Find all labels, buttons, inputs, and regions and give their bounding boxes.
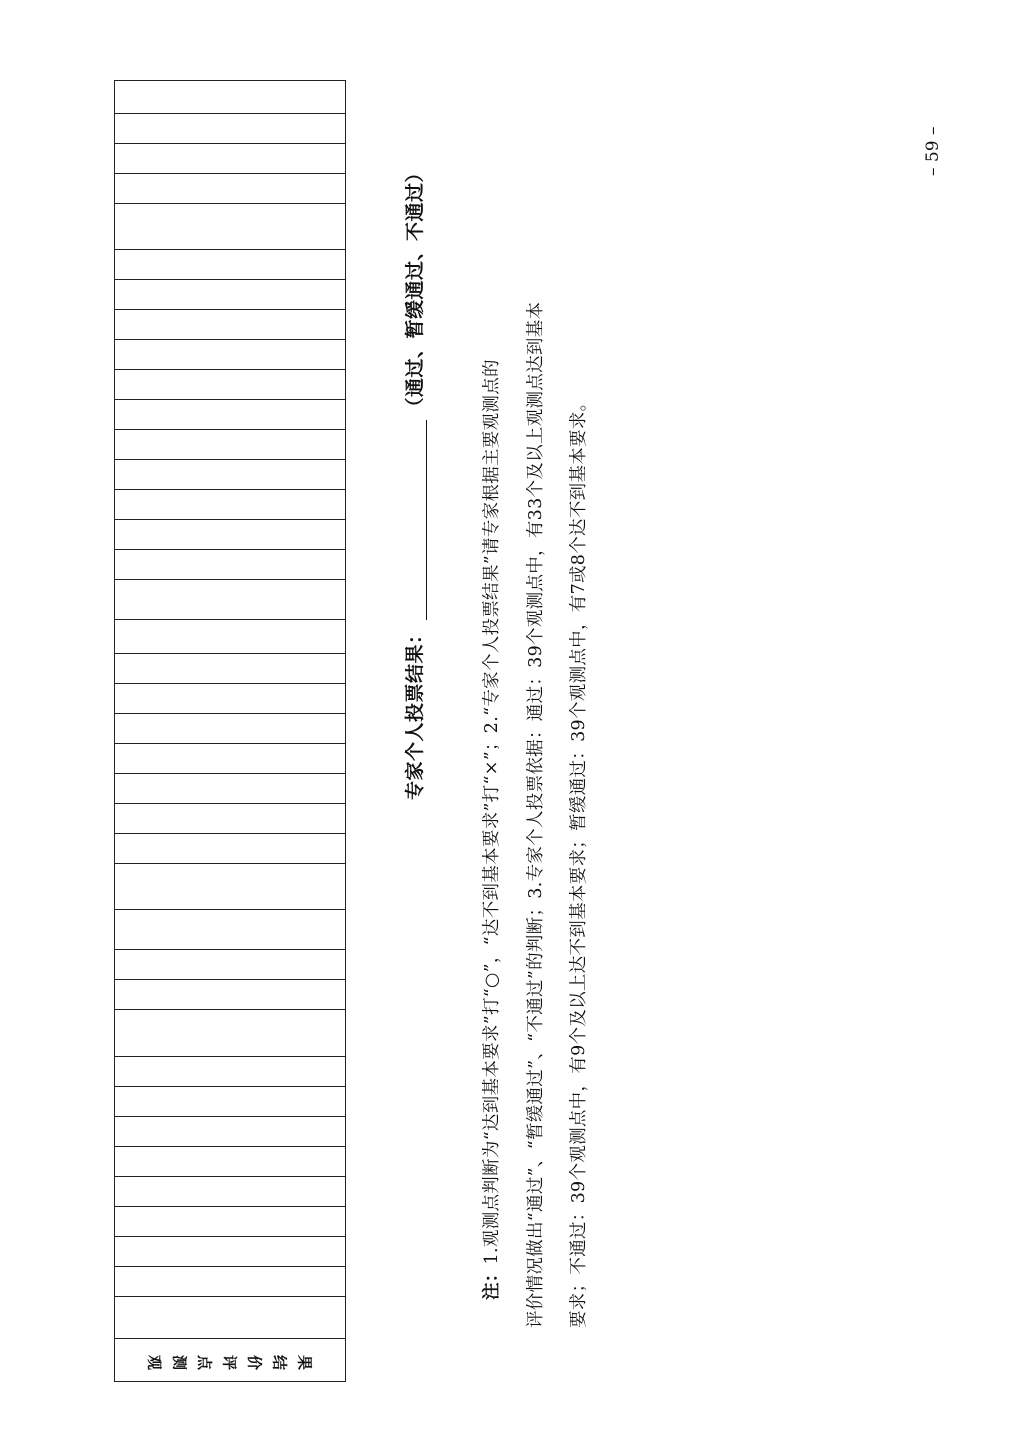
table-row[interactable] (115, 399, 345, 429)
table-row[interactable] (115, 1086, 345, 1116)
table-row[interactable] (115, 309, 345, 339)
vote-blank-field[interactable] (408, 420, 427, 620)
table-row[interactable] (115, 979, 345, 1009)
table-row[interactable] (115, 713, 345, 743)
header-char: 结 (270, 1354, 289, 1370)
observation-result-label (115, 1352, 345, 1373)
table-row[interactable] (115, 1206, 345, 1236)
table-row[interactable] (115, 339, 345, 369)
table-row[interactable] (115, 619, 345, 653)
table-row[interactable] (115, 1146, 345, 1176)
header-char: 观 (145, 1354, 164, 1370)
vote-result-line (400, 163, 427, 800)
table-row[interactable] (115, 909, 345, 949)
table-row[interactable] (115, 1176, 345, 1206)
table-row[interactable] (115, 249, 345, 279)
observation-result-table (114, 80, 346, 1382)
table-row[interactable] (115, 833, 345, 863)
table-row[interactable] (115, 113, 345, 143)
table-row[interactable] (115, 683, 345, 713)
table-row[interactable] (115, 279, 345, 309)
header-char: 评 (220, 1354, 239, 1370)
table-row[interactable] (115, 1236, 345, 1266)
table-row[interactable] (115, 203, 345, 249)
table-row[interactable] (115, 369, 345, 399)
table-row[interactable] (115, 579, 345, 619)
note-line-3: 要求；不通过：39个观测点中，有9个及以上达不到基本要求；暂缓通过：39个观测点中，有7或8个达不到基本要求。 (569, 393, 589, 1328)
table-row[interactable] (115, 143, 345, 173)
table-row[interactable] (115, 1266, 345, 1296)
table-row[interactable] (115, 429, 345, 459)
vote-label: 专家个人投票结果： (404, 624, 426, 800)
table-row[interactable] (115, 653, 345, 683)
table-row[interactable] (115, 1296, 345, 1338)
header-char: 测 (170, 1354, 189, 1370)
table-row[interactable] (115, 1009, 345, 1056)
table-row[interactable] (115, 773, 345, 803)
table-row[interactable] (115, 489, 345, 519)
table-row[interactable] (115, 459, 345, 489)
table-row-divider (115, 1338, 345, 1339)
header-char: 果 (295, 1354, 314, 1370)
table-row[interactable] (115, 949, 345, 979)
table-row[interactable] (115, 743, 345, 773)
table-row[interactable] (115, 173, 345, 203)
header-char: 价 (245, 1354, 264, 1370)
note-line-1 (478, 359, 503, 1300)
table-row[interactable] (115, 81, 345, 113)
table-row[interactable] (115, 519, 345, 549)
header-char: 点 (195, 1354, 214, 1370)
table-row[interactable] (115, 1116, 345, 1146)
table-row[interactable] (115, 1056, 345, 1086)
vote-options: （通过、暂缓通过、不通过） (404, 162, 426, 417)
table-row[interactable] (115, 803, 345, 833)
table-row[interactable] (115, 549, 345, 579)
table-row[interactable] (115, 863, 345, 909)
note-prefix: 注： (482, 1264, 502, 1300)
note-line-2: 评价情况做出“通过”、“暂缓通过”、“不通过”的判断；3.专家个人投票依据：通过：39个观测点中，有33个及以上观测点达到基本 (526, 301, 546, 1328)
note-text-1: 1.观测点判断为“达到基本要求”打“○”，“达不到基本要求”打“×”；2.“专家个人投票结果”请专家根据主要观测点的 (482, 359, 502, 1265)
page-number: – 59 – (923, 126, 943, 176)
